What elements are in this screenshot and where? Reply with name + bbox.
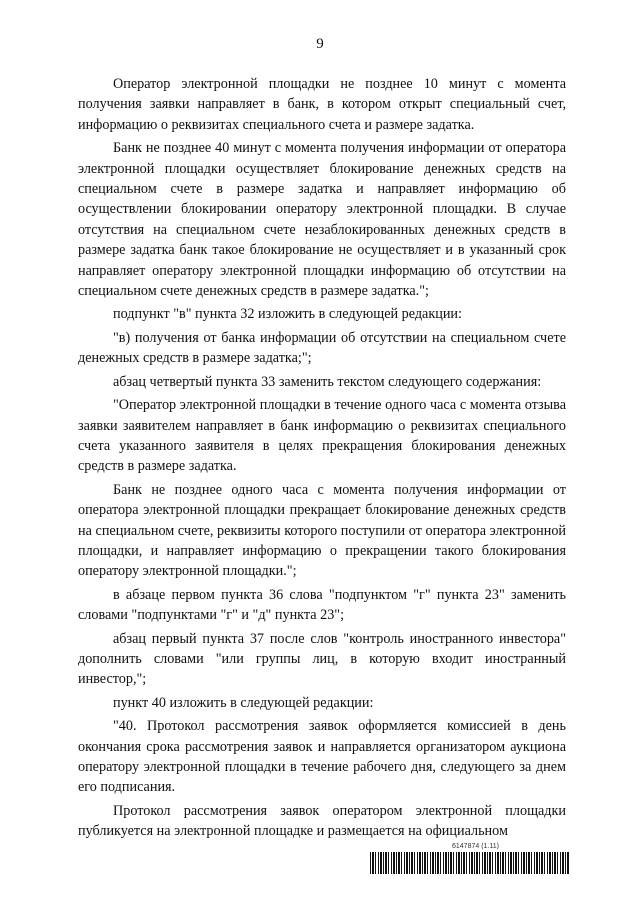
page-number: 9 bbox=[316, 36, 324, 52]
paragraph: "Оператор электронной площадки в течение одного часа с момента отзыва заявки заявителем направляет в банк информацию о реквизитах специального счета указанного заявителя в целях прекращения блокирования денежных средств в размере задатка. bbox=[78, 397, 566, 475]
paragraph: "40. Протокол рассмотрения заявок оформляется комиссией в день окончания срока рассмотрения заявок и направляется организатором аукциона оператору электронной площадки в течение рабочего дня, следующего за днем его подписания. bbox=[78, 718, 566, 796]
paragraph: "в) получения от банка информации об отсутствии на специальном счете денежных средств в размере задатка;"; bbox=[78, 329, 566, 367]
paragraph: пункт 40 изложить в следующей редакции: bbox=[113, 694, 374, 711]
document-code: 6147874 (1.11) bbox=[452, 843, 499, 850]
paragraph: подпункт "в" пункта 32 изложить в следующей редакции: bbox=[113, 306, 462, 323]
paragraph: Банк не позднее одного часа с момента получения информации от оператора электронной площадки прекращает блокирование денежных средств на специальном счете, реквизиты которого поступили от оператора электронной площадки, и направляет информацию о прекращении такого блокирования оператору электронной площадки."; bbox=[78, 481, 566, 580]
paragraph: Протокол рассмотрения заявок оператором электронной площадки публикуется на электронной площадке и размещается на официальном bbox=[78, 802, 566, 840]
paragraph: Банк не позднее 40 минут с момента получения информации от оператора электронной площадки осуществляет блокирование денежных средств на специальном счете в размере задатка и направляет информацию об осуществлении блокировании оператору электронной площадки. В случае отсутствия на специальном счете незаблокированных денежных средств в размере задатка банк такое блокирование не осуществляет и в указанный срок направляет оператору электронной площадки информацию об отсутствии на специальном счете денежных средств в размере задатка."; bbox=[78, 140, 566, 300]
paragraph: Оператор электронной площадки не позднее 10 минут с момента получения заявки направляет в банк, в котором открыт специальный счет, информацию о реквизитах специального счета и размере задатка. bbox=[78, 76, 566, 133]
paragraph: абзац четвертый пункта 33 заменить текстом следующего содержания: bbox=[113, 373, 542, 390]
barcode bbox=[370, 852, 570, 874]
paragraph: абзац первый пункта 37 после слов "контроль иностранного инвестора" дополнить словами "или группы лиц, в которую входит иностранный инвестор,"; bbox=[78, 630, 566, 688]
paragraph: в абзаце первом пункта 36 слова "подпунктом "г" пункта 23" заменить словами "подпунктами "г" и "д" пункта 23"; bbox=[78, 586, 566, 624]
document-body bbox=[78, 74, 566, 845]
